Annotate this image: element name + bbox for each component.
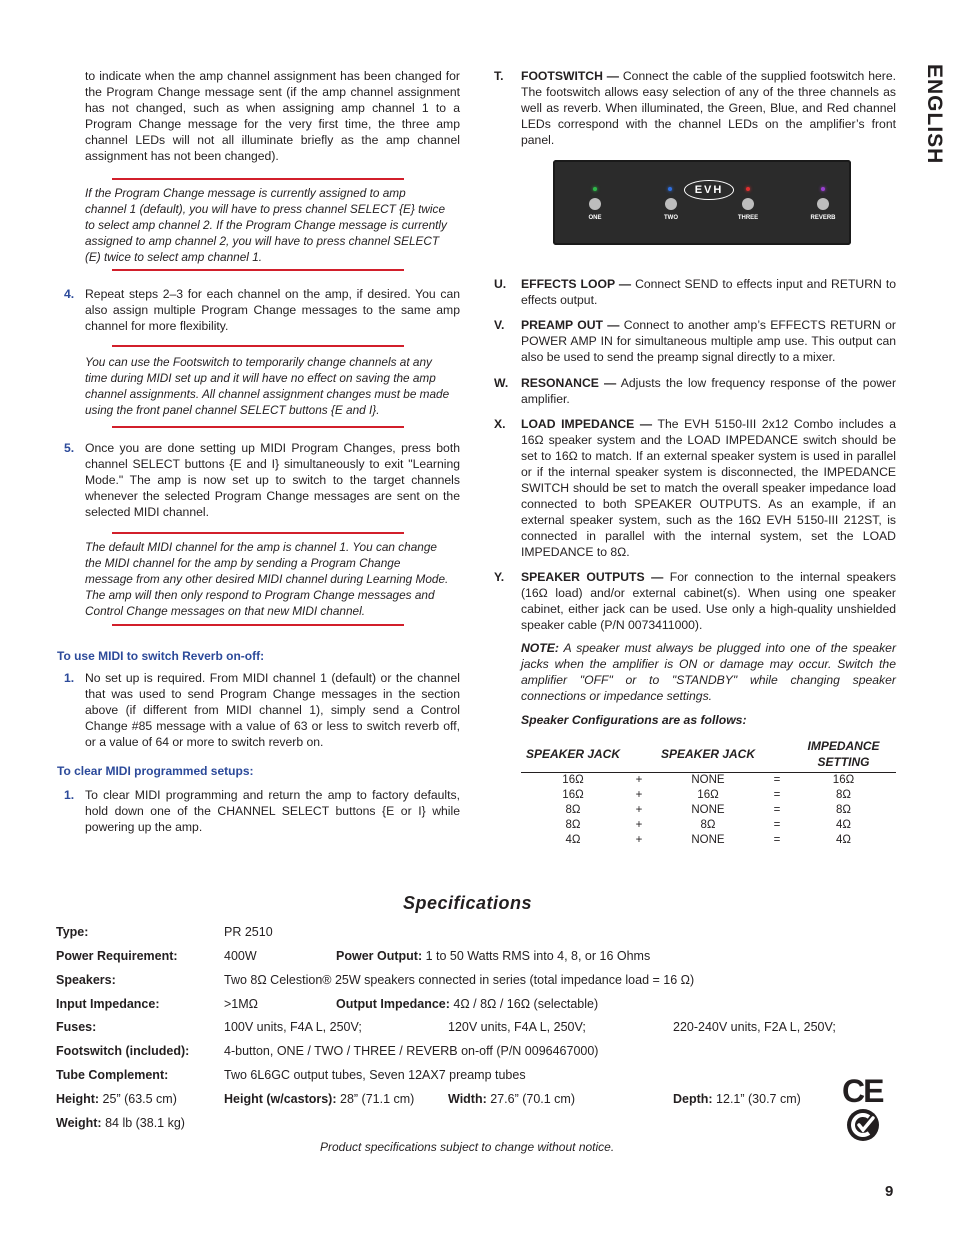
step-number: 5.	[64, 441, 75, 455]
spec-label: Power Output:	[336, 949, 423, 963]
spec-value: 4Ω / 8Ω / 16Ω (selectable)	[449, 997, 599, 1011]
spec-value: 27.6” (70.1 cm)	[486, 1092, 575, 1106]
table-row	[521, 803, 896, 818]
reverb-heading: To use MIDI to switch Reverb on-off:	[57, 649, 265, 663]
spec-value: 84 lb (38.1 kg)	[101, 1116, 185, 1130]
table-cell: +	[635, 774, 643, 786]
item-letter-u: U.	[494, 277, 507, 291]
spec-footnote: Product specifications subject to change without notice.	[320, 1140, 615, 1154]
column-header: SPEAKER JACK	[653, 738, 763, 773]
table-row	[521, 818, 896, 833]
footswitch-label: TWO	[664, 215, 678, 221]
clear-heading: To clear MIDI programmed setups:	[57, 764, 254, 778]
effects-loop-description	[521, 276, 896, 308]
note-label: NOTE:	[521, 641, 559, 655]
note-default-midi-channel: The default MIDI channel for the amp is channel 1. You can change the MIDI channel for the amp by sending a Program Change message from any other desired MIDI channel during Learning Mode. The amp will then only respond to Program Change messages and Control Change messages on that new MIDI channel.	[85, 540, 449, 618]
table-cell: +	[635, 804, 643, 816]
table-cell: =	[773, 804, 781, 816]
table-cell: =	[773, 819, 781, 831]
table-cell: 16Ω	[697, 789, 719, 801]
footswitch-panel	[553, 160, 851, 245]
table-row	[521, 773, 896, 789]
power-output-spec	[336, 948, 650, 964]
step-4-text: Repeat steps 2–3 for each channel on the amp, if desired. You can also assign multiple Program Change messages to the same amp channel for more flexibility.	[85, 287, 460, 333]
button-three	[742, 198, 754, 210]
spec-value: 12.1” (30.7 cm)	[712, 1092, 801, 1106]
clear-text: To clear MIDI programming and return the amp to factory defaults, hold down one of the CHANNEL SELECT buttons {E or I} while powering up the amp.	[85, 788, 460, 834]
note-rule	[112, 345, 404, 347]
spec-label: Height (w/castors):	[224, 1092, 337, 1106]
column-header: SPEAKER JACK	[521, 738, 625, 773]
led-green	[593, 187, 597, 191]
item-text: Connect to another amp’s EFFECTS RETURN or POWER AMP IN for simultaneous multiple amp use. This output can also be used to send the preamp signal directly to a mixer.	[521, 318, 896, 364]
spec-value: 400W	[224, 949, 257, 963]
step-number: 1.	[64, 671, 75, 685]
table-row	[521, 833, 896, 848]
item-text: Adjusts the low frequency response of the power amplifier.	[521, 376, 897, 406]
item-title: PREAMP OUT —	[521, 318, 620, 332]
item-text: The EVH 5150-III 2x12 Combo includes a 16Ω speaker system and the LOAD IMPEDANCE switch should be set to 16Ω to match. If an external speaker system is used in parallel or if the internal speaker system is disconnected, the IMPEDANCE SWITCH should be set to match the overall speaker impedance load connected to both SPEAKER OUTPUTS. As an example, if an external speaker system, such as the 16Ω EVH 5150-III 212ST, is connected in parallel with the internal system, set the LOAD IMPEDANCE to 8Ω.	[521, 417, 896, 559]
table-cell: 8Ω	[700, 819, 716, 831]
config-intro: Speaker Configurations are as follows:	[521, 713, 747, 727]
led-purple	[821, 187, 825, 191]
item-title: RESONANCE —	[521, 376, 617, 390]
spec-label: Type:	[56, 925, 89, 939]
table-cell: 8Ω	[565, 804, 581, 816]
note-text: A speaker must always be plugged into one of the speaker jacks when the amplifier is ON or damage may occur. Switch the amplifier "OFF" or to "STANDBY" while changing speaker connections or impedance settings.	[521, 641, 896, 703]
side-language-tab: ENGLISH	[923, 64, 946, 165]
spec-label: Tube Complement:	[56, 1068, 169, 1082]
depth-spec	[673, 1091, 801, 1107]
column-header: IMPEDANCE SETTING	[791, 738, 896, 773]
spec-label: Input Impedance:	[56, 997, 160, 1011]
spec-label: Fuses:	[56, 1020, 97, 1034]
spec-value: 100V units, F4A L, 250V;	[224, 1020, 362, 1034]
table-cell: 4Ω	[836, 819, 851, 831]
spec-value: 120V units, F4A L, 250V;	[448, 1020, 586, 1034]
table-cell: 16Ω	[562, 789, 584, 801]
table-cell: 4Ω	[565, 834, 581, 846]
note-rule	[112, 532, 404, 534]
table-cell: NONE	[691, 774, 725, 786]
table-cell: 16Ω	[832, 774, 855, 786]
specifications-title: Specifications	[403, 893, 533, 913]
footswitch-label: THREE	[737, 215, 759, 221]
table-cell: =	[773, 789, 781, 801]
spec-value: Two 6L6GC output tubes, Seven 12AX7 preamp tubes	[224, 1068, 526, 1082]
footswitch-image	[553, 160, 851, 245]
evh-logo: EVH	[684, 180, 734, 200]
button-one	[589, 198, 601, 210]
spec-label: Power Requirement:	[56, 949, 178, 963]
note-rule	[112, 178, 404, 180]
column-header	[763, 738, 791, 773]
item-letter-v: V.	[494, 318, 505, 332]
spec-label: Speakers:	[56, 973, 116, 987]
item-letter-t: T.	[494, 69, 504, 83]
resonance-description	[521, 375, 896, 407]
note-rule	[112, 426, 404, 428]
spec-label: Footswitch (included):	[56, 1044, 190, 1058]
spec-value: 25” (63.5 cm)	[99, 1092, 177, 1106]
spec-value: 1 to 50 Watts RMS into 4, 8, or 16 Ohms	[422, 949, 651, 963]
load-impedance-description	[521, 416, 896, 560]
footswitch-label: ONE	[588, 215, 602, 221]
table-header-row	[521, 738, 896, 773]
note-footswitch: You can use the Footswitch to temporarily change channels at any time during MIDI set up and it will have no effect on saving the amp channel assignments. All channel assignment changes must be made using the front panel channel SELECT buttons {E and I}.	[85, 355, 450, 417]
height-castors-spec	[224, 1091, 414, 1107]
item-title: EFFECTS LOOP —	[521, 277, 632, 291]
item-title: LOAD IMPEDANCE —	[521, 417, 653, 431]
width-spec	[448, 1091, 575, 1107]
led-blue	[668, 187, 672, 191]
table-cell: =	[773, 834, 781, 846]
table-cell: +	[635, 789, 643, 801]
column-header	[625, 738, 653, 773]
spec-label: Height:	[56, 1092, 100, 1106]
footswitch-description	[521, 68, 896, 148]
table-cell: =	[773, 774, 781, 786]
certification-c-tick-icon	[846, 1108, 880, 1142]
spec-label: Width:	[448, 1092, 487, 1106]
item-text: For connection to the internal speakers (16Ω load) and/or external cabinet(s). When using one speaker cabinet, either jack can be used. Use only a high-quality unshielded speaker cable (P/N 0073411000).	[521, 570, 896, 632]
step-number: 4.	[64, 287, 75, 301]
item-text: Connect the cable of the supplied footswitch here. The footswitch allows easy selection of any of the three channels as well as reverb. When illuminated, the Green, Blue, and Red channel LEDs correspond with the channel LEDs on the amplifier’s front panel.	[521, 69, 896, 147]
button-two	[665, 198, 677, 210]
preamp-out-description	[521, 317, 896, 365]
output-impedance-spec	[336, 996, 598, 1012]
item-letter-w: W.	[494, 376, 509, 390]
spec-value: 4-button, ONE / TWO / THREE / REVERB on-off (P/N 0096467000)	[224, 1044, 599, 1058]
item-text: Connect SEND to effects input and RETURN to effects output.	[521, 277, 896, 307]
table-cell: 4Ω	[836, 834, 851, 846]
speaker-outputs-description	[521, 569, 896, 633]
table-cell: +	[635, 834, 643, 846]
item-letter-x: X.	[494, 417, 506, 431]
item-title: SPEAKER OUTPUTS —	[521, 570, 664, 584]
table-cell: 16Ω	[562, 774, 584, 786]
step-number: 1.	[64, 788, 75, 802]
table-cell: 8Ω	[836, 804, 851, 816]
spec-value: 220-240V units, F2A L, 250V;	[673, 1020, 836, 1034]
page-number: 9	[885, 1183, 894, 1200]
led-red	[746, 187, 750, 191]
note-channel-select: If the Program Change message is currently assigned to amp channel 1 (default), you will have to press channel SELECT {E} twice to select amp channel 2. If the Program Change message is currently assigned to amp channel 2, you will have to press channel SELECT (E) twice to select amp channel 1.	[85, 186, 447, 264]
table-cell: 8Ω	[565, 819, 581, 831]
note-rule	[112, 624, 404, 626]
item-letter-y: Y.	[494, 570, 505, 584]
note-rule	[112, 269, 404, 271]
ce-mark-icon: CE	[842, 1073, 883, 1109]
footswitch-label: REVERB	[810, 215, 836, 221]
table-cell: 8Ω	[836, 789, 851, 801]
spec-label: Depth:	[673, 1092, 713, 1106]
speaker-note	[521, 640, 896, 704]
spec-value: PR 2510	[224, 925, 273, 939]
intro-paragraph: to indicate when the amp channel assignment has been changed for the Program Change message sent (if the amp channel assignment has not changed, such as when assigning amp channel 1 to a Program Change message for the very first time, the three amp channel LEDs will not all illuminate briefly as the amp channel assignment has not been changed).	[85, 69, 460, 163]
table-row	[521, 788, 896, 803]
table-cell: NONE	[691, 804, 725, 816]
weight-spec	[56, 1115, 185, 1131]
spec-label: Output Impedance:	[336, 997, 450, 1011]
item-title: FOOTSWITCH —	[521, 69, 619, 83]
step-5-text: Once you are done setting up MIDI Program Changes, press both channel SELECT buttons {E and I} simultaneously to exit "Learning Mode." The amp is now set up to switch to the target channels whenever the selected Program Change messages are sent on the selected MIDI channel.	[85, 441, 460, 519]
spec-value: Two 8Ω Celestion® 25W speakers connected in series (total impedance load = 16 Ω)	[224, 973, 695, 987]
reverb-text: No set up is required. From MIDI channel 1 (default) or the channel that was used to send Program Change messages in the section above (if different from MIDI channel 1), simply send a Control Change #85 message with a value of 63 or less to switch reverb off, or a value of 64 or more to switch reverb on.	[85, 671, 460, 749]
height-spec	[56, 1091, 177, 1107]
table-cell: NONE	[691, 834, 725, 846]
speaker-config-table	[521, 738, 896, 848]
table-cell: +	[635, 819, 643, 831]
button-reverb	[817, 198, 829, 210]
spec-value: >1MΩ	[224, 997, 259, 1011]
spec-value: 28” (71.1 cm)	[336, 1092, 415, 1106]
spec-label: Weight:	[56, 1116, 102, 1130]
